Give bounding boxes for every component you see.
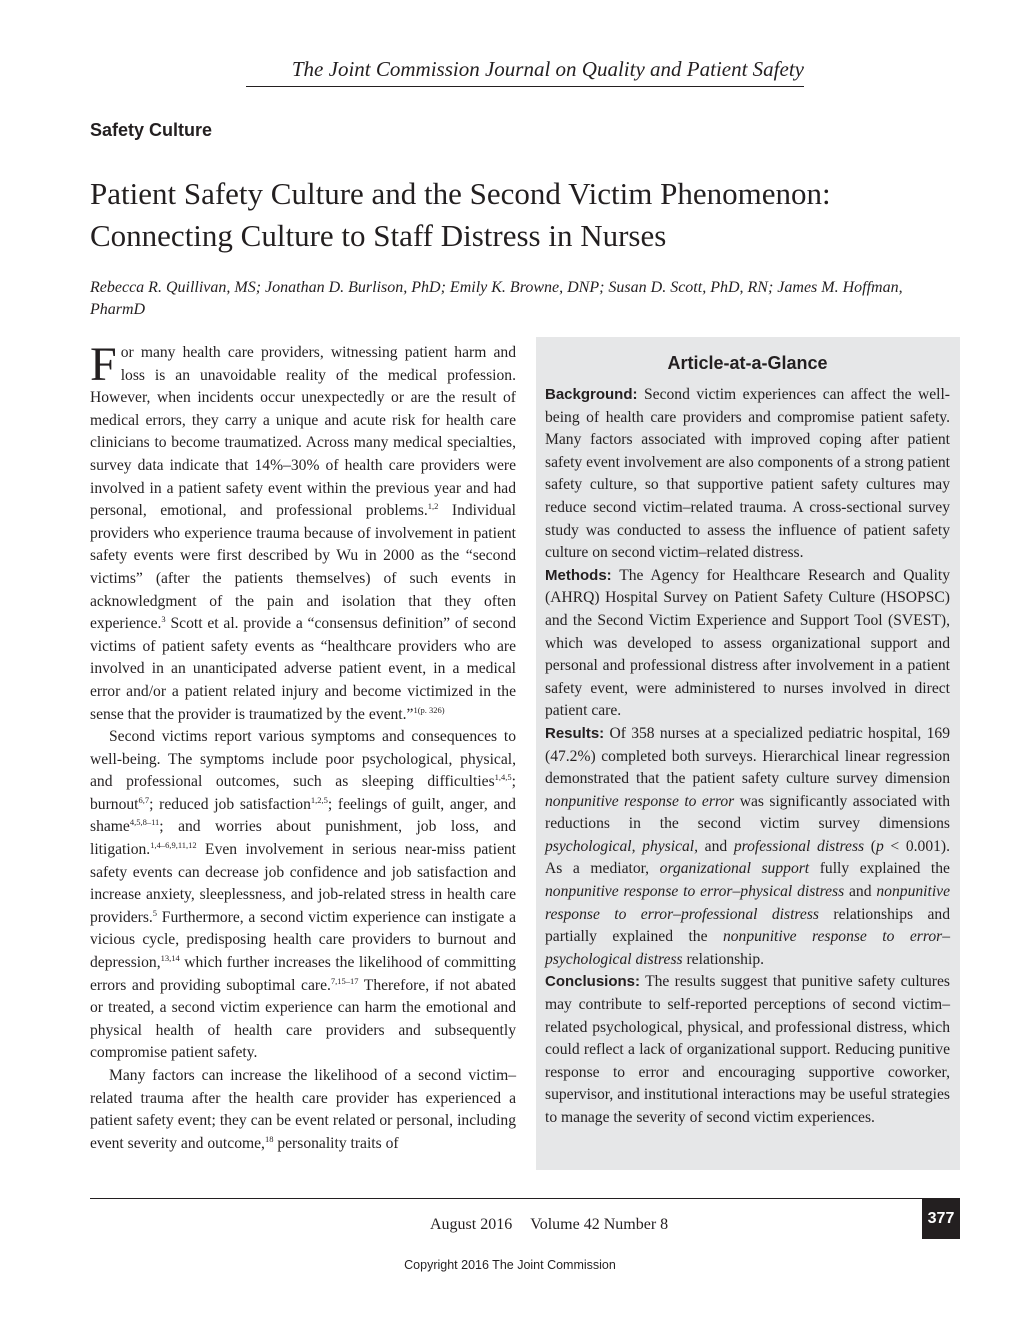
reference-superscript: 1,4,5: [494, 772, 512, 783]
results-label: Results:: [545, 724, 605, 742]
body-paragraph-1: [90, 338, 516, 726]
issue-volume: Volume 42 Number 8: [530, 1216, 669, 1233]
reference-superscript: 3: [161, 614, 166, 625]
reference-superscript: 1,2,5: [310, 794, 328, 805]
italic-term: nonpunitive response to error–psychological distress: [545, 928, 950, 968]
glance-background: [545, 384, 950, 565]
issue-info: [430, 1216, 668, 1234]
section-label: Safety Culture: [90, 120, 213, 140]
methods-label: Methods:: [545, 566, 612, 584]
text-run: which further increases the likelihood of committing errors and providing suboptimal care.: [90, 954, 516, 994]
text-run: Of 358 nurses at a specialized pediatric hospital, 169 (47.2%) completed both surveys. Hierarchical linear regression demonstrated that the patient safety culture survey dimension: [545, 724, 950, 788]
glance-conclusions: [545, 971, 950, 1129]
background-label: Background:: [545, 386, 638, 403]
body-paragraph-2: [90, 726, 516, 1065]
text-run: was significantly associated with reductions in the second victim survey dimensions: [545, 792, 951, 833]
reference-superscript: 7,15–17: [330, 975, 359, 986]
text-run: ; reduced job satisfaction: [149, 795, 311, 813]
body-column: [90, 338, 516, 1155]
reference-superscript: 1(p. 326): [413, 704, 445, 715]
text-run: < 0.001). As a mediator,: [545, 837, 951, 878]
copyright-notice: Copyright 2016 The Joint Commission: [404, 1258, 616, 1272]
article-title: [90, 173, 970, 257]
italic-term: nonpunitive response to error–professional distress: [545, 883, 950, 923]
drop-cap: F: [90, 338, 117, 391]
text-run: Individual providers who experience trauma because of involvement in patient safety events were first described by Wu in 2000 as the “second victims” (after the patients themselves) of such events in acknowledgment of the pain and isolation that they often experience.: [90, 502, 516, 633]
glance-results: [545, 723, 950, 972]
italic-term: organizational support: [659, 860, 810, 878]
text-run: Many factors can increase the likelihood of a second victim–related trauma after the health care provider has experienced a patient safety event; they can be event related or personal, including event severity and outcome,: [90, 1067, 516, 1152]
text-run: fully explained the: [809, 860, 950, 878]
text-run: relationship.: [682, 950, 765, 968]
text-run: and: [698, 837, 734, 855]
reference-superscript: 18: [264, 1133, 274, 1144]
text-run: Therefore, if not abated or treated, a second victim experience can harm the emotional and physical health of health care providers and subsequently compromise patient safety.: [90, 976, 516, 1062]
text-run: Second victims report various symptoms and consequences to well-being. The symptoms include poor psychological, physical, and professional outcomes, such as sleeping difficulties: [90, 728, 516, 791]
text-run: or many health care providers, witnessing patient harm and loss is an unavoidable reality of the medical profession. However, when incidents occur unexpectedly or are the result of medical errors, they carry a unique and acute risk for health care clinicians to become traumatized. Across many medical specialties, survey data indicate that 14%–30% of health care providers were involved in a patient safety event within the previous year and had personal, emotional, and professional problems.: [90, 344, 516, 520]
text-run: Even involvement in serious near-miss patient safety events can decrease job confidence and job satisfaction and increase anxiety, sleeplessness, and job-related stress in health care providers.: [90, 841, 516, 926]
article-at-a-glance-box: [536, 337, 960, 1170]
journal-title: The Joint Commission Journal on Quality and Patient Safety: [246, 56, 804, 87]
author-list: Rebecca R. Quillivan, MS; Jonathan D. Burlison, PhD; Emily K. Browne, DNP; Susan D. Scott, PhD, RN; James M. Hoffman, PharmD: [90, 279, 903, 318]
page-number: 377: [922, 1199, 960, 1239]
title-line-1: Patient Safety Culture and the Second Victim Phenomenon:: [90, 176, 831, 211]
italic-term: professional distress: [733, 837, 865, 855]
footer-divider: [90, 1198, 960, 1199]
reference-superscript: 5: [152, 907, 158, 918]
text-run: Scott et al. provide a “consensus definition” of second victims of patient safety events as “healthcare providers who are involved in an unanticipated adverse patient event, in a medical error and/or a patient related injury and become victimized in the sense that the provider is traumatized by the event.”: [90, 615, 516, 723]
text-run: Furthermore, a second victim experience can instigate a vicious cycle, predisposing health care providers to burnout and depression,: [90, 908, 516, 972]
conclusions-text: The results suggest that punitive safety cultures may contribute to self-reported perceptions of second victim–related psychological, physical, and professional distress, which could reflect a lack of organizational support. Reducing punitive response to error and encouraging supportive coworker, supervisor, and institutional interactions may be useful strategies to manage the severity of second victim experiences.: [545, 973, 950, 1126]
glance-title: Article-at-a-Glance: [667, 353, 828, 373]
reference-superscript: 1,2: [427, 501, 439, 512]
italic-term: psychological, physical,: [545, 837, 699, 855]
reference-superscript: 13,14: [160, 953, 180, 964]
text-run: and: [844, 883, 877, 901]
italic-term: nonpunitive response to error–physical distress: [545, 883, 845, 901]
text-run: personality traits of: [273, 1134, 399, 1152]
body-paragraph-3: [90, 1065, 516, 1155]
text-run: relationships and partially explained the: [545, 905, 950, 946]
background-text: Second victim experiences can affect the well-being of health care providers and compromise patient safety. Many factors associated with improved coping after patient safety event involvement are also components of a strong patient safety culture, so that supportive patient safety cultures may reduce second victim–related trauma. A cross-sectional survey study was conducted to assess the influence of patient safety culture on second victim–related distress.: [545, 386, 950, 562]
italic-term: nonpunitive response to error: [545, 792, 735, 810]
methods-text: The Agency for Healthcare Research and Quality (AHRQ) Hospital Survey on Patient Safety Culture (HSOPSC) and the Second Victim Experience and Support Tool (SVEST), which was developed to assess organizational support and personal and professional distress after involvement in a patient safety event, were administered to nurses involved in direct patient care.: [545, 566, 950, 720]
title-line-2: Connecting Culture to Staff Distress in Nurses: [90, 218, 667, 253]
text-run: ; and worries about punishment, job loss, and litigation.: [90, 818, 516, 859]
italic-term: p: [875, 837, 884, 855]
reference-superscript: 4,5,8–11: [129, 817, 160, 828]
conclusions-label: Conclusions:: [545, 973, 641, 991]
text-run: ; burnout: [90, 773, 516, 813]
glance-methods: [545, 565, 950, 723]
text-run: (: [864, 837, 876, 855]
reference-superscript: 1,4–6,9,11,12: [150, 840, 197, 851]
issue-date: August 2016: [430, 1216, 513, 1233]
reference-superscript: 6,7: [138, 794, 150, 805]
text-run: ; feelings of guilt, anger, and shame: [90, 795, 516, 836]
